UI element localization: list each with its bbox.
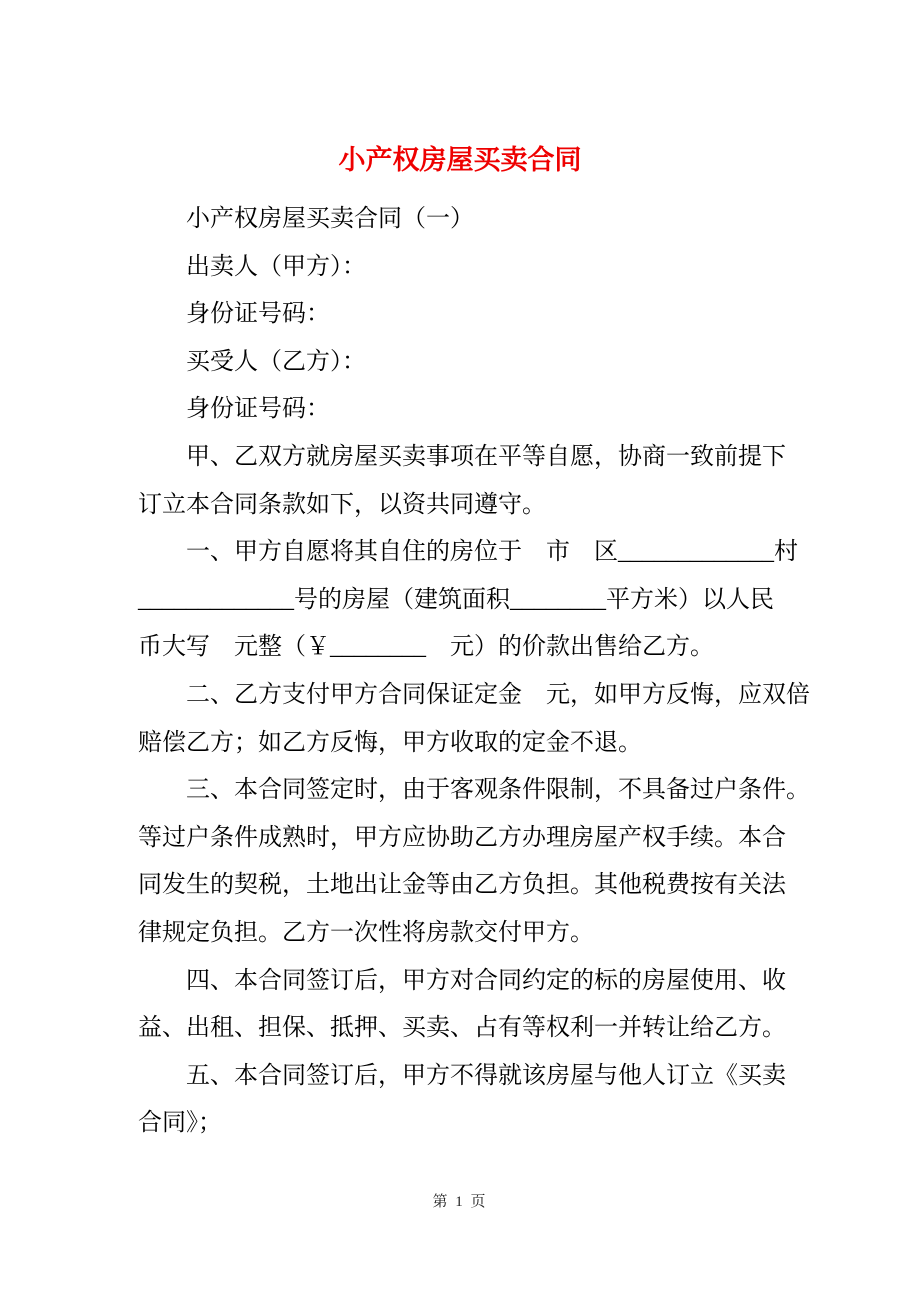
text-line: 赔偿乙方；如乙方反悔，甲方收取的定金不退。 — [138, 729, 642, 756]
text-line: 律规定负担。乙方一次性将房款交付甲方。 — [138, 919, 594, 946]
text-line: 币大写 元整（￥________ 元）的价款出售给乙方。 — [138, 634, 714, 661]
text-line: 同发生的契税，土地出让金等由乙方负担。其他税费按有关法 — [138, 872, 786, 899]
text-line: 订立本合同条款如下，以资共同遵守。 — [138, 491, 546, 518]
text-line: 合同》； — [138, 1110, 222, 1137]
text-line: 等过户条件成熟时，甲方应协助乙方办理房屋产权手续。本合 — [138, 824, 786, 851]
text-line: 益、出租、担保、抵押、买卖、占有等权利一并转让给乙方。 — [138, 1015, 786, 1042]
text-line: 身份证号码： — [186, 396, 330, 423]
document-title: 小产权房屋买卖合同 — [338, 145, 582, 176]
text-line: 小产权房屋买卖合同（一） — [186, 206, 474, 232]
page-number: 第 1 页 — [432, 1194, 488, 1210]
text-line: 身份证号码： — [186, 301, 330, 328]
document-body — [138, 196, 848, 1148]
text-line: 出卖人（甲方）： — [186, 253, 366, 280]
text-line: 甲、乙双方就房屋买卖事项在平等自愿，协商一致前提下 — [186, 443, 786, 470]
text-line: 二、乙方支付甲方合同保证定金 元，如甲方反悔，应双倍 — [186, 681, 810, 708]
text-line: 一、甲方自愿将其自住的房位于 市 区_____________村 — [186, 539, 798, 566]
text-line: 五、本合同签订后，甲方不得就该房屋与他人订立《买卖 — [186, 1062, 786, 1089]
text-line: _____________号的房屋（建筑面积________平方米）以人民 — [138, 586, 774, 613]
text-line: 买受人（乙方）： — [186, 348, 366, 375]
text-line: 三、本合同签定时，由于客观条件限制，不具备过户条件。 — [186, 777, 810, 804]
text-line: 四、本合同签订后，甲方对合同约定的标的房屋使用、收 — [186, 967, 786, 994]
